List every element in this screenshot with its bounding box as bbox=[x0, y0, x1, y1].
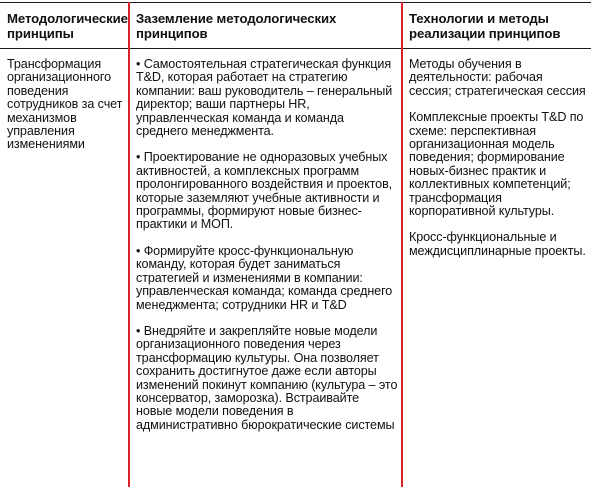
grounding-paragraph: • Формируйте кросс-функциональную команду, которая будет заниматься стратегией и изменениями в компании: управленческая команда; команда среднего менеджмента; сотрудники HR и T&D bbox=[136, 243, 393, 312]
grounding-paragraph: • Проектирование не одноразовых учебных активностей, а комплексных программ пролонгированного воздействия и проектов, которые заземляют учебные активности и программы, формируют новые бизнес- практики и МОП. bbox=[136, 150, 393, 232]
column-divider-2 bbox=[401, 2, 403, 487]
header-rule bbox=[0, 48, 591, 49]
header-col-grounding: Заземление методологических принципов bbox=[136, 11, 337, 41]
methods-paragraph: Методы обучения в деятельности: рабочая сессия; стратегическая сессия bbox=[409, 57, 586, 98]
grounding-paragraph: • Самостоятельная стратегическая функция T&D, которая работает на стратегию компании: ваш руководитель – генеральный директор; ваши партнеры HR, управленческая команда и команда среднего менеджмента. bbox=[136, 57, 393, 139]
methods-paragraph: Комплексные проекты T&D по схеме: перспективная организационная модель поведения; формирование новых-бизнес практик и коллективных компетенций; трансформация корпоративной культуры. bbox=[409, 110, 584, 219]
methods-paragraph: Кросс-функциональные и междисциплинарные проекты. bbox=[409, 230, 586, 258]
grounding-paragraph: • Внедряйте и закрепляйте новые модели организационного поведения через трансформацию культуры. Она позволяет сохранить достигнутое даже если авторы изменений покинут компанию (культура – это консерватор, заморозка). Встраивайте новые модели поведения в административно бюрократические системы bbox=[136, 323, 398, 432]
cell-grounding bbox=[136, 58, 398, 432]
column-divider-1 bbox=[128, 2, 130, 487]
header-col-methods: Технологии и методы реализации принципов bbox=[409, 11, 561, 41]
principle-text: Трансформация организационного поведения сотрудников за счет механизмов управления изменениями bbox=[7, 57, 123, 152]
cell-principle bbox=[7, 58, 128, 152]
header-col-principles: Методологические принципы bbox=[7, 11, 128, 41]
cell-methods bbox=[409, 58, 587, 271]
top-rule bbox=[0, 2, 591, 3]
